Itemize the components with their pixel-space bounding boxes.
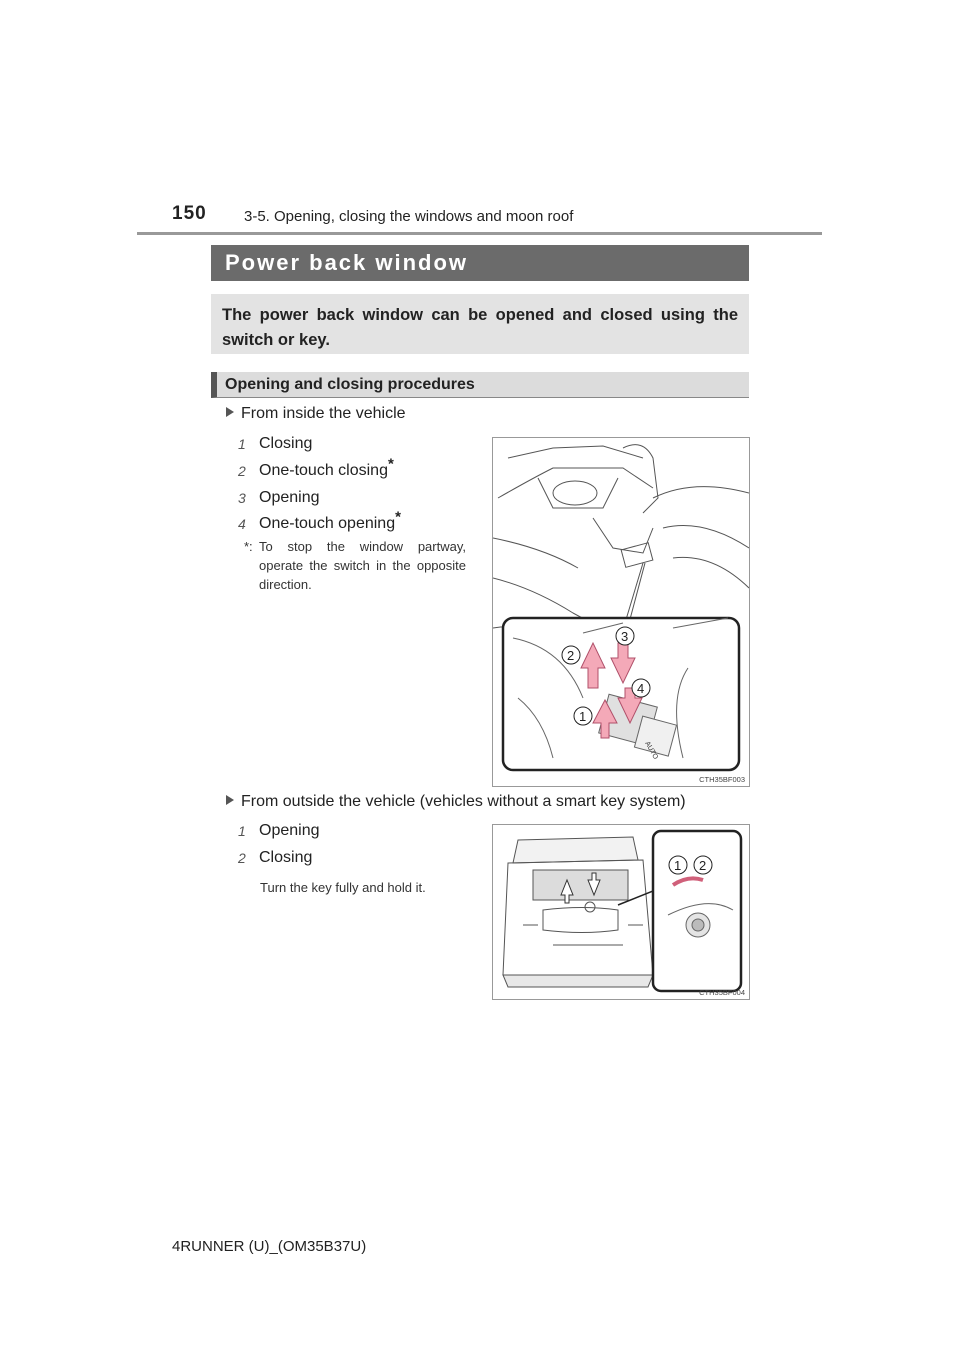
step-label: One-touch closing [259, 462, 388, 479]
step-number: 1 [238, 436, 246, 452]
step-label: One-touch opening [259, 515, 396, 532]
step-number: 2 [238, 850, 246, 866]
step-number: 1 [238, 823, 246, 839]
page-title: Power back window [211, 245, 749, 281]
console-switch-figure [492, 437, 750, 787]
callout-3: 3 [621, 629, 629, 644]
step-label: Opening [259, 822, 320, 839]
subheading: Opening and closing procedures [211, 372, 749, 398]
footer-model: 4RUNNER (U)_(OM35B37U) [172, 1238, 367, 1255]
callout-4: 4 [637, 681, 645, 696]
callout-1: 1 [674, 858, 682, 873]
figure-code: CTH35BF003 [699, 775, 745, 784]
step-label: Closing [259, 849, 313, 866]
asterisk-mark: * [387, 455, 394, 473]
callout-1: 1 [579, 709, 587, 724]
figure-code: CTH35BF004 [699, 988, 745, 997]
page-number: 150 [172, 203, 207, 224]
intro-text: The power back window can be opened and closed using the switch or key. [211, 294, 749, 354]
callout-2: 2 [699, 858, 707, 873]
key-note: Turn the key fully and hold it. [260, 880, 426, 895]
rear-vehicle-illustration [493, 825, 749, 999]
footnote-mark: *: [244, 539, 253, 554]
bullet-triangle-icon [226, 795, 234, 805]
switch-label: AUTO [643, 740, 659, 761]
console-switch-illustration [493, 438, 749, 786]
footnote [244, 537, 466, 594]
callout-2: 2 [567, 648, 575, 663]
key-cylinder-inset [653, 831, 741, 991]
step-number: 3 [238, 490, 246, 506]
step-number: 4 [238, 516, 246, 532]
bullet-triangle-icon [226, 407, 234, 417]
footnote-text: To stop the window partway, operate the switch in the opposite direction. [259, 539, 466, 592]
step-number: 2 [238, 463, 246, 479]
section-title: 3-5. Opening, closing the windows and moon roof [244, 208, 574, 225]
step-label: Closing [259, 435, 313, 452]
rear-vehicle-figure [492, 824, 750, 1000]
step-label: Opening [259, 489, 320, 506]
inside-heading: From inside the vehicle [226, 405, 406, 423]
outside-heading: From outside the vehicle (vehicles without a smart key system) [226, 793, 686, 811]
asterisk-mark: * [395, 508, 401, 526]
header-rule [137, 232, 822, 235]
